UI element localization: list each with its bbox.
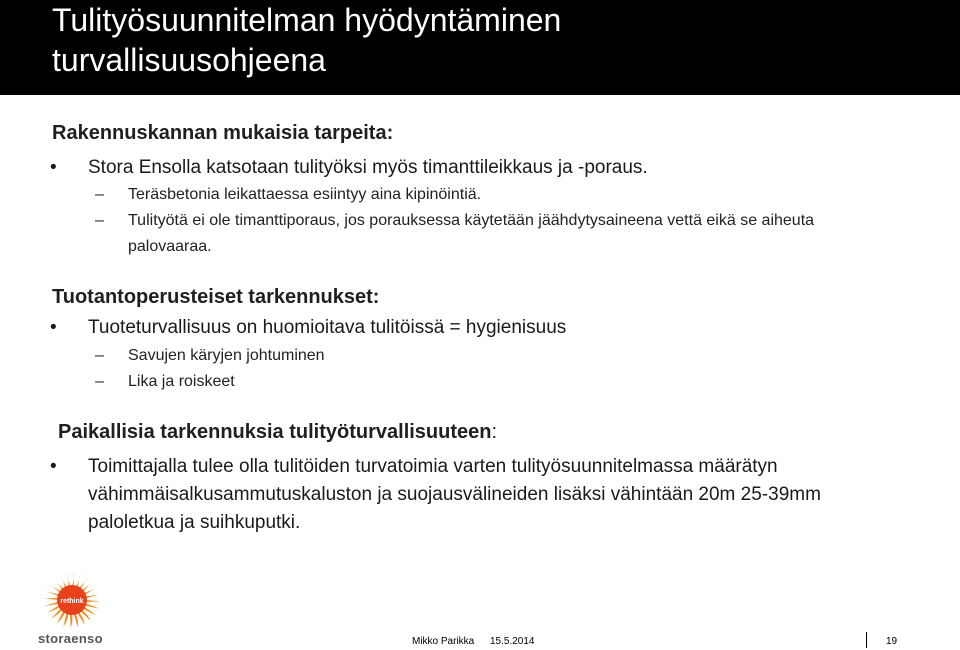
footer-author: Mikko Parikka: [412, 636, 475, 647]
logo-sun-ray: [79, 576, 87, 588]
sub-item-text: Lika ja roiskeet: [128, 373, 235, 390]
footer-page-number: 19: [886, 636, 898, 647]
footer-date: 15.5.2014: [490, 636, 535, 647]
logo-sun-ray: [44, 598, 58, 600]
bullet-text: Tuoteturvallisuus on huomioitava tulitöissä = hygienisuus: [88, 317, 567, 338]
logo-badge-text: rethink: [60, 598, 84, 605]
logo-sun-ray: [70, 614, 72, 628]
title-bar: [0, 0, 960, 95]
bullet-dot-icon: •: [50, 157, 57, 178]
logo-sun-ray: [85, 604, 99, 609]
dash-icon: –: [95, 186, 104, 203]
footer-divider: [866, 632, 867, 648]
section-heading: Tuotantoperusteiset tarkennukset:: [52, 286, 380, 308]
bullet-text: Toimittajalla tulee olla tulitöiden turvatoimia varten tulityösuunnitelmassa määrätyn vähimmäisalkusammutuskaluston ja suojausvälineiden lisäksi vähintään 20m 25-39mm paloletkua ja suihkuputki.: [88, 456, 821, 533]
section-heading: Rakennuskannan mukaisia tarpeita:: [52, 122, 394, 144]
logo-sun-ray: [66, 573, 70, 587]
slide-title: [52, 0, 561, 80]
logo-sun-ray: [45, 591, 59, 596]
section-heading: [58, 421, 497, 444]
stora-enso-sun-logo-icon: [36, 570, 108, 630]
logo-sun-ray: [76, 573, 81, 587]
sub-item-text: Savujen käryjen johtuminen: [128, 347, 325, 364]
logo-sun-ray: [48, 585, 60, 593]
section-heading-colon: :: [491, 421, 498, 443]
dash-icon: –: [95, 347, 104, 364]
slide-title-line-1: Tulityösuunnitelman hyödyntäminen: [52, 2, 562, 38]
bullet-text: Stora Ensolla katsotaan tulityöksi myös timanttileikkaus ja -poraus.: [88, 157, 648, 178]
logo-sun-ray: [86, 600, 100, 602]
logo-sun-ray: [82, 581, 93, 591]
logo-sun-ray: [74, 614, 78, 628]
slide-title-line-2: turvallisuusohjeena: [52, 42, 326, 78]
bullet-dot-icon: •: [50, 317, 57, 338]
logo-sun-ray: [72, 572, 74, 586]
logo-sun-ray: [63, 613, 68, 627]
section-heading-text: Paikallisia tarkennuksia tulityöturvallisuuteen: [58, 421, 492, 443]
logo-wordmark: storaenso: [38, 631, 103, 646]
sub-item-text: Tulityötä ei ole timanttiporaus, jos porauksessa käytetään jäähdytysaineena vettä eikä se aiheuta palovaaraa.: [128, 212, 815, 255]
dash-icon: –: [95, 212, 104, 229]
logo-sun-ray: [45, 602, 59, 606]
bullet-dot-icon: •: [50, 456, 57, 477]
logo-sun-ray: [86, 594, 100, 598]
dash-icon: –: [95, 373, 104, 390]
sub-item-text: Teräsbetonia leikattaessa esiintyy aina kipinöintiä.: [128, 186, 482, 203]
